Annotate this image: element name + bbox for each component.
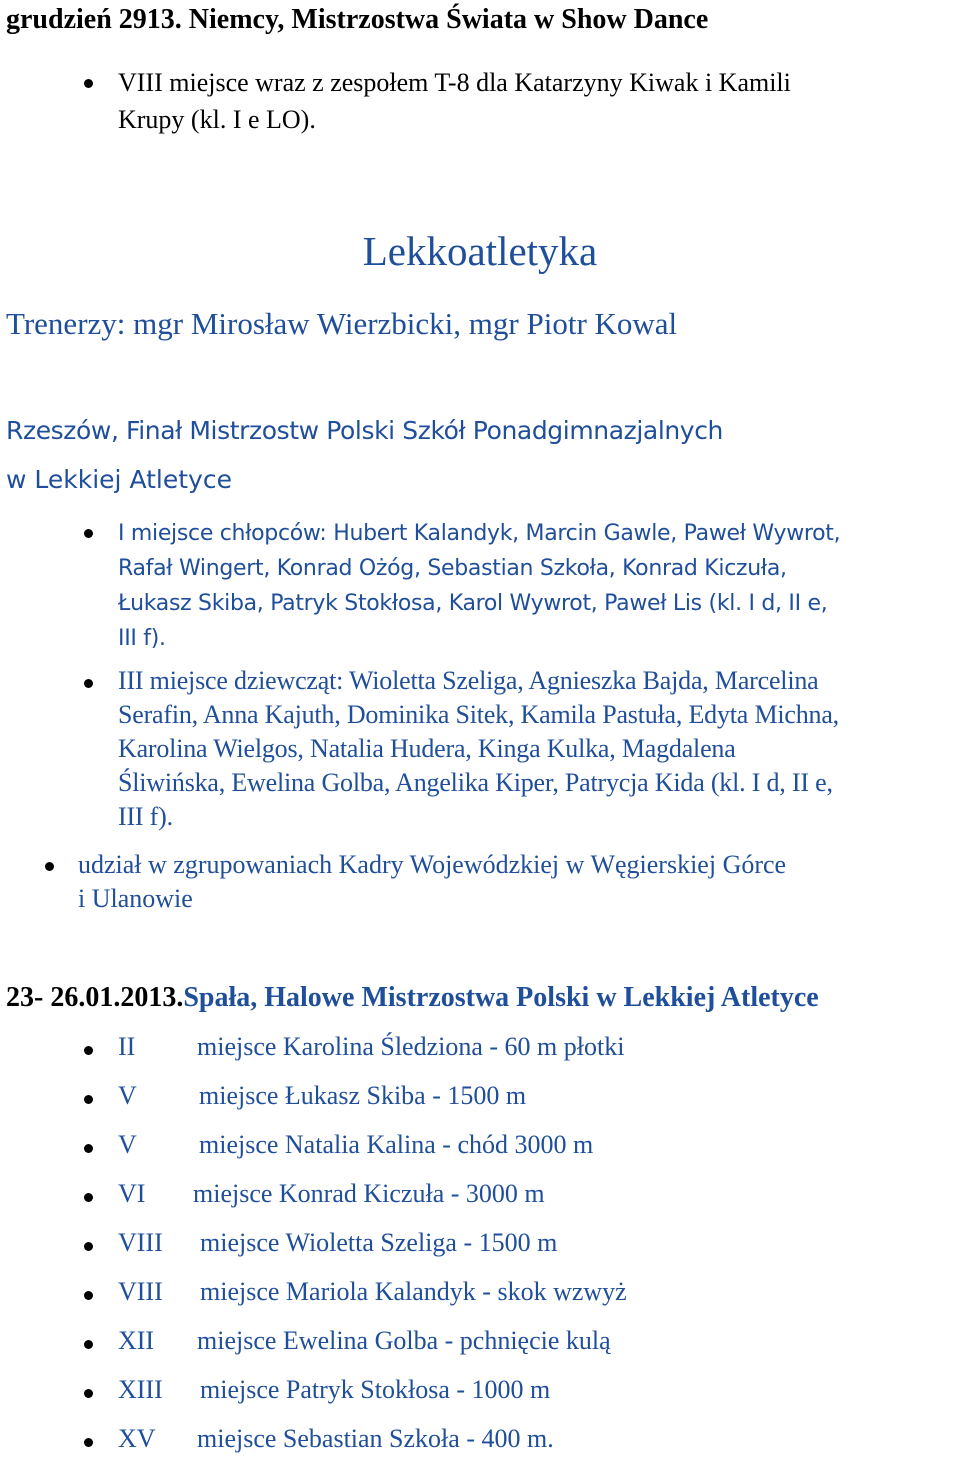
section-title: Lekkoatletyka — [362, 228, 598, 274]
bullet-icon — [45, 862, 54, 871]
rzeszow-title-line-1: Rzeszów, Finał Mistrzostw Polski Szkół Ponadgimnazjalnych — [6, 416, 723, 445]
result-place: V — [118, 1081, 137, 1110]
result-text: miejsce Natalia Kalina - chód 3000 m — [199, 1130, 594, 1159]
show-dance-line-2: Krupy (kl. I e LO). — [118, 105, 316, 134]
result-text: miejsce Ewelina Golba - pchnięcie kulą — [197, 1326, 611, 1355]
result-row — [0, 1077, 960, 1121]
boys-line: Łukasz Skiba, Patryk Stokłosa, Karol Wywrot, Paweł Lis (kl. I d, II e, — [118, 591, 828, 616]
girls-line: Serafin, Anna Kajuth, Dominika Sitek, Kamila Pastuła, Edyta Michna, — [118, 700, 839, 729]
result-place: XII — [118, 1326, 155, 1355]
heading-date: grudzień 2913. — [6, 4, 182, 35]
result-row — [0, 1371, 960, 1415]
boys-line: III f). — [118, 626, 166, 651]
result-place: VIII — [118, 1228, 163, 1257]
girls-line: Karolina Wielgos, Natalia Hudera, Kinga Kulka, Magdalena — [118, 734, 736, 763]
bullet-icon — [84, 1291, 93, 1300]
bullet-icon — [84, 79, 93, 88]
result-row — [0, 1273, 960, 1317]
heading-event: Niemcy, Mistrzostwa Świata w Show Dance — [188, 4, 709, 35]
camp-note — [78, 848, 786, 916]
result-place: VI — [118, 1179, 146, 1208]
girls-line: III f). — [118, 802, 173, 831]
spala-date: 23- 26.01.2013. — [6, 982, 184, 1013]
boys-line: I miejsce chłopców: Hubert Kalandyk, Marcin Gawle, Paweł Wywrot, — [118, 521, 841, 546]
bullet-icon — [84, 1095, 93, 1104]
result-row — [0, 1175, 960, 1219]
result-place: II — [118, 1032, 136, 1061]
bullet-icon — [84, 1242, 93, 1251]
result-place: V — [118, 1130, 137, 1159]
result-row — [0, 1224, 960, 1268]
result-text: miejsce Wioletta Szeliga - 1500 m — [200, 1228, 558, 1257]
bullet-icon — [84, 1438, 93, 1447]
result-text: miejsce Patryk Stokłosa - 1000 m — [200, 1375, 551, 1404]
girls-result — [118, 664, 839, 834]
bullet-icon — [84, 1389, 93, 1398]
bullet-icon — [84, 1144, 93, 1153]
result-row — [0, 1420, 960, 1464]
bullet-icon — [84, 1046, 93, 1055]
boys-result — [118, 516, 840, 656]
spala-title: Spała, Halowe Mistrzostwa Polski w Lekkiej Atletyce — [183, 982, 819, 1013]
result-text: miejsce Mariola Kalandyk - skok wzwyż — [200, 1277, 627, 1306]
camp-line: udział w zgrupowaniach Kadry Wojewódzkiej w Węgierskiej Górce — [78, 850, 787, 879]
spala-heading — [6, 980, 819, 1016]
result-text: miejsce Sebastian Szkoła - 400 m. — [197, 1424, 554, 1453]
bullet-icon — [84, 1340, 93, 1349]
result-row — [0, 1126, 960, 1170]
result-place: VIII — [118, 1277, 163, 1306]
result-place: XIII — [118, 1375, 163, 1404]
rzeszow-title-line-2: w Lekkiej Atletyce — [6, 465, 232, 494]
result-row — [0, 1028, 960, 1072]
show-dance-line-1: VIII miejsce wraz z zespołem T-8 dla Katarzyny Kiwak i Kamili — [118, 68, 791, 97]
bullet-icon — [84, 529, 93, 538]
result-row — [0, 1322, 960, 1366]
camp-line: i Ulanowie — [78, 884, 193, 913]
bullet-icon — [84, 1193, 93, 1202]
boys-line: Rafał Wingert, Konrad Ożóg, Sebastian Szkoła, Konrad Kiczuła, — [118, 556, 787, 581]
result-place: XV — [118, 1424, 156, 1453]
girls-line: III miejsce dziewcząt: Wioletta Szeliga, Agnieszka Bajda, Marcelina — [118, 666, 819, 695]
heading-show-dance — [6, 4, 708, 36]
girls-line: Śliwińska, Ewelina Golba, Angelika Kiper, Patrycja Kida (kl. I d, II e, — [118, 768, 833, 797]
coaches-line: Trenerzy: mgr Mirosław Wierzbicki, mgr Piotr Kowal — [6, 306, 678, 341]
result-text: miejsce Konrad Kiczuła - 3000 m — [193, 1179, 545, 1208]
bullet-icon — [84, 679, 93, 688]
result-text: miejsce Łukasz Skiba - 1500 m — [199, 1081, 527, 1110]
result-text: miejsce Karolina Śledziona - 60 m płotki — [197, 1032, 625, 1061]
